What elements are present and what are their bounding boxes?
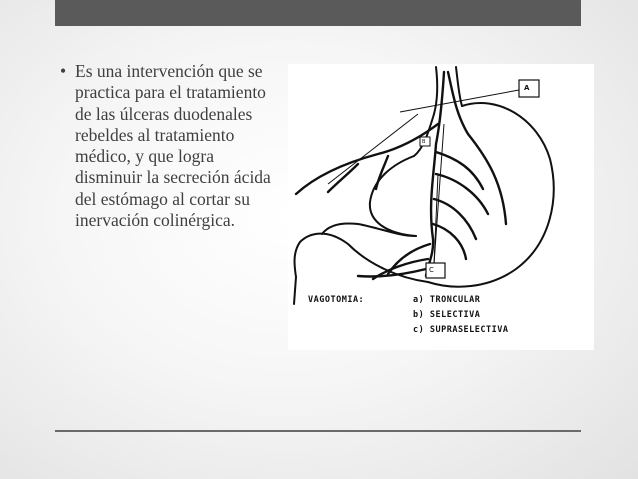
bullet-paragraph xyxy=(60,61,285,231)
vagotomy-diagram xyxy=(288,64,594,350)
label-c: C xyxy=(429,266,434,274)
bottom-divider xyxy=(55,430,581,432)
bullet-marker: • xyxy=(60,61,67,81)
legend-item-troncular: a) TRONCULAR xyxy=(413,295,481,305)
legend-item-supraselectiva: c) SUPRASELECTIVA xyxy=(413,325,509,335)
stomach-drawing xyxy=(288,64,594,350)
bullet-text: Es una intervención que se practica para el tratamiento de las úlceras duodenales rebeldes al tratamiento médico, y que logra disminuir la secreción ácida del estómago al cortar su inervación colinérgica. xyxy=(75,61,271,231)
title-bar xyxy=(55,0,581,26)
legend-item-selectiva: b) SELECTIVA xyxy=(413,310,481,320)
label-a: A xyxy=(524,84,530,92)
label-b: B xyxy=(422,139,426,145)
legend-title: VAGOTOMIA: xyxy=(308,295,365,305)
